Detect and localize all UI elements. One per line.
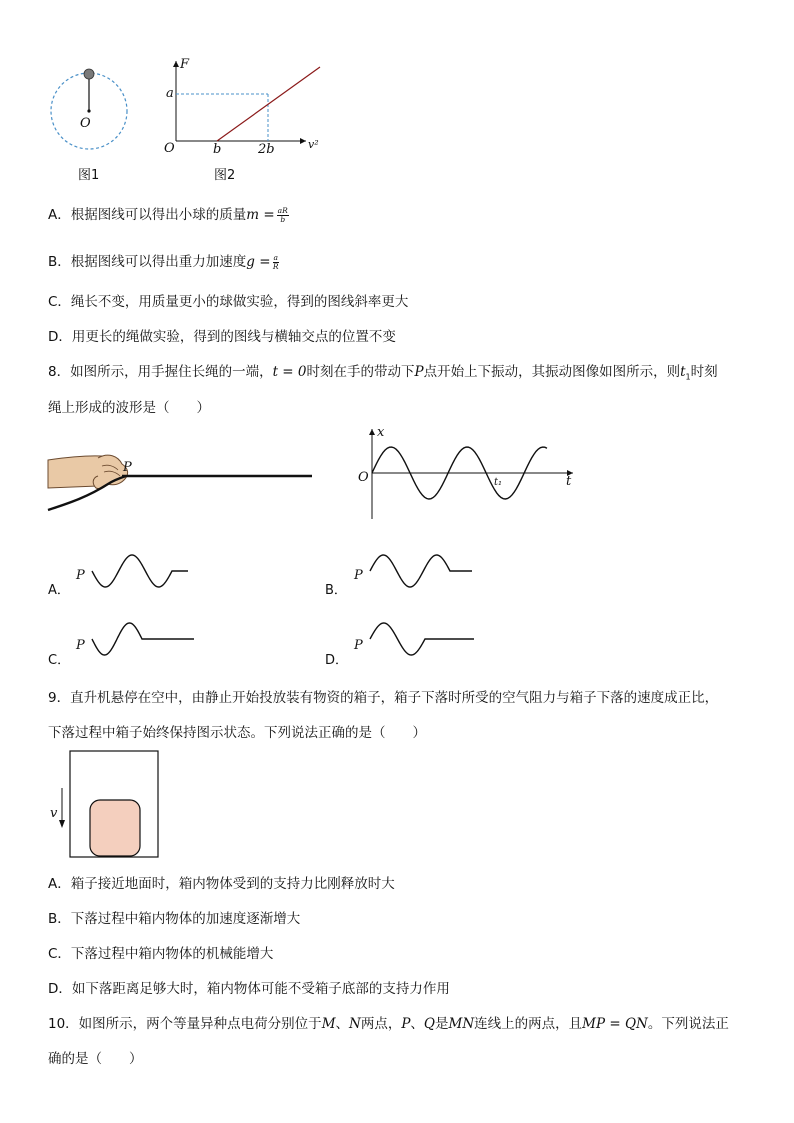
q8-vibration-graph — [355, 425, 580, 525]
q7-option-a-fraction: $\frac{aR}{b}$ — [277, 205, 288, 224]
fig2-origin-label: O — [164, 141, 175, 156]
q8-option-d-p-label: P — [354, 638, 363, 653]
q7-option-b-math: g = — [246, 254, 271, 270]
q7-option-b — [48, 250, 279, 271]
fig2-axis-x-label: v² — [308, 138, 319, 151]
q9-option-b: B．下落过程中箱内物体的加速度逐渐增大 — [48, 911, 301, 927]
fig2-b-label: b — [213, 142, 222, 157]
q10-stem-line-2: 确的是（ ） — [48, 1051, 143, 1067]
q8-option-c-p-label: P — [76, 638, 85, 653]
q7-option-d: D．用更长的绳做实验，得到的图线与横轴交点的位置不变 — [48, 329, 396, 345]
q8-option-b-waveform[interactable] — [366, 548, 476, 594]
q8-option-d-letter[interactable]: D． — [325, 653, 349, 668]
q9-option-c: C．下落过程中箱内物体的机械能增大 — [48, 946, 274, 962]
q8-option-a-letter[interactable]: A． — [48, 583, 70, 598]
q9-box-diagram — [44, 748, 164, 862]
q8-option-d-waveform[interactable] — [366, 616, 481, 662]
fig2-2b-label: 2b — [258, 142, 275, 157]
q7-option-a — [48, 203, 289, 224]
fig2-axis-y-label: F — [180, 57, 190, 72]
q8-option-a-waveform[interactable] — [88, 548, 198, 594]
q9-option-d: D．如下落距离足够大时，箱内物体可能不受箱子底部的支持力作用 — [48, 981, 450, 997]
q8-option-b-letter[interactable]: B． — [325, 583, 347, 598]
q8-option-a-p-label: P — [76, 568, 85, 583]
q9-velocity-label: v — [50, 806, 58, 821]
q7-option-a-text: A．根据图线可以得出小球的质量 — [48, 207, 247, 223]
q8-stem-line-1: 8．如图所示，用手握住长绳的一端，t = 0时刻在手的带动下P点开始上下振动，其振动图像如图所示，则$t_1$时刻 — [48, 364, 718, 382]
q10-stem-line-1: 10．如图所示，两个等量异种点电荷分别位于M、N两点，P、Q是MN连线上的两点，且MP = QN。下列说法正 — [48, 1016, 729, 1032]
q8-graph-t1-label: t₁ — [494, 477, 503, 488]
fig2-a-label: a — [166, 86, 174, 101]
q8-option-c-letter[interactable]: C． — [48, 653, 71, 668]
q8-graph-x-label: x — [377, 425, 385, 440]
q8-hand-p-label: P — [123, 460, 132, 475]
q9-option-a: A．箱子接近地面时，箱内物体受到的支持力比刚释放时大 — [48, 876, 395, 892]
q7-option-b-fraction: $\frac{a}{R}$ — [272, 252, 279, 271]
hand-holding-rope-illustration — [46, 448, 316, 518]
q7-option-c: C．绳长不变，用质量更小的球做实验，得到的图线斜率更大 — [48, 294, 409, 310]
q8-option-c-waveform[interactable] — [88, 616, 198, 662]
fig1-center-label: O — [80, 116, 91, 131]
q9-stem-line-1: 9．直升机悬停在空中，由静止开始投放装有物资的箱子，箱子下落时所受的空气阻力与箱子下落的速度成正比， — [48, 690, 719, 706]
q9-stem-line-2: 下落过程中箱子始终保持图示状态。下列说法正确的是（ ） — [48, 725, 426, 741]
figure-1-circle-diagram — [40, 62, 140, 162]
q8-graph-t-label: t — [566, 474, 572, 489]
q8-graph-origin-label: O — [358, 470, 369, 485]
q7-option-b-text: B．根据图线可以得出重力加速度 — [48, 254, 247, 270]
fig2-caption: 图2 — [214, 168, 236, 183]
q8-option-b-p-label: P — [354, 568, 363, 583]
q7-option-a-math: m = — [246, 207, 275, 223]
q8-stem-line-2: 绳上形成的波形是（ ） — [48, 400, 210, 416]
fig1-caption: 图1 — [78, 168, 100, 183]
